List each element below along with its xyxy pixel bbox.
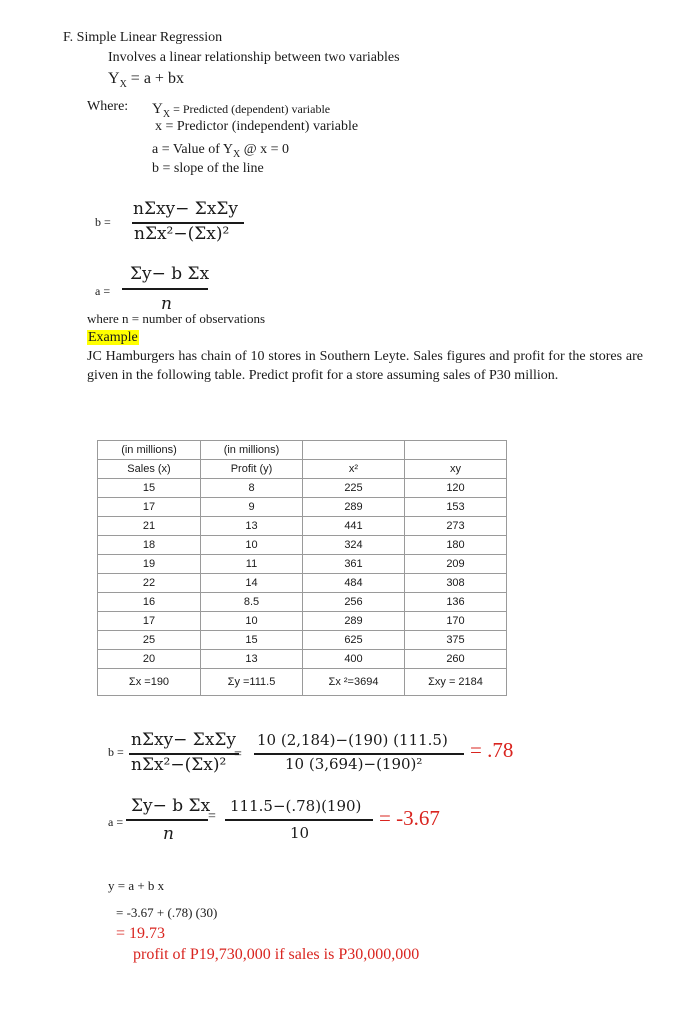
- header-cell: xy: [405, 460, 507, 479]
- def-y-symbol: Y: [152, 101, 163, 117]
- table-cell: 361: [303, 555, 405, 574]
- solution-a-numerator: Σy− b Σx: [131, 796, 211, 816]
- table-cell: 22: [98, 574, 201, 593]
- table-cell: 625: [303, 631, 405, 650]
- table-cell: 153: [405, 498, 507, 517]
- formula-a-fraction-bar: [122, 288, 208, 290]
- prediction-substitution: = -3.67 + (.78) (30): [116, 905, 218, 920]
- table-row: [98, 593, 507, 612]
- table-header-row-2: [98, 460, 507, 479]
- table-cell: 8: [201, 479, 303, 498]
- header-cell: x²: [303, 460, 405, 479]
- solution-a-result: = -3.67: [379, 806, 440, 830]
- table-cell: 25: [98, 631, 201, 650]
- solution-a-sub-numerator: 111.5−(.78)(190): [230, 797, 362, 815]
- table-cell: 15: [98, 479, 201, 498]
- table-cell: 17: [98, 612, 201, 631]
- sales-profit-table: [97, 440, 507, 696]
- table-cell: 13: [201, 650, 303, 669]
- where-label: Where:: [87, 99, 129, 114]
- header-cell: (in millions): [201, 441, 303, 460]
- table-cell: 484: [303, 574, 405, 593]
- table-header-row-1: [98, 441, 507, 460]
- header-cell: Profit (y): [201, 460, 303, 479]
- table-cell: 225: [303, 479, 405, 498]
- model-y: Y: [108, 70, 120, 87]
- solution-a-fraction-bar: [126, 819, 208, 821]
- formula-b-numerator: nΣxy− ΣxΣy: [133, 199, 239, 219]
- table-cell: 10: [201, 536, 303, 555]
- table-cell: 11: [201, 555, 303, 574]
- table-cell: 260: [405, 650, 507, 669]
- table-cell: 308: [405, 574, 507, 593]
- sum-y: Σy =111.5: [201, 669, 303, 696]
- formula-a-denominator: n: [161, 294, 172, 314]
- table-cell: 21: [98, 517, 201, 536]
- table-cell: 209: [405, 555, 507, 574]
- def-y-text: = Predicted (dependent) variable: [170, 102, 331, 116]
- table-row: [98, 555, 507, 574]
- header-cell: (in millions): [98, 441, 201, 460]
- table-cell: 400: [303, 650, 405, 669]
- header-cell: [405, 441, 507, 460]
- table-row: [98, 650, 507, 669]
- table-cell: 15: [201, 631, 303, 650]
- prediction-result: = 19.73: [116, 925, 166, 942]
- table-row: [98, 498, 507, 517]
- solution-b-numerator: nΣxy− ΣxΣy: [131, 730, 237, 750]
- formula-b-label: b =: [95, 215, 111, 229]
- table-cell: 120: [405, 479, 507, 498]
- table-cell: 273: [405, 517, 507, 536]
- table-row: [98, 631, 507, 650]
- table-cell: 16: [98, 593, 201, 612]
- sum-x-squared: Σx ²=3694: [303, 669, 405, 696]
- table-cell: 18: [98, 536, 201, 555]
- table-cell: 9: [201, 498, 303, 517]
- example-text: JC Hamburgers has chain of 10 stores in Southern Leyte. Sales figures and profit for the stores are given in the following table. Predict profit for a store assuming sales of P30 million.: [87, 349, 643, 383]
- solution-a-sub-fraction-bar: [225, 819, 373, 821]
- table-cell: 180: [405, 536, 507, 555]
- solution-a-label: a =: [108, 815, 124, 829]
- table-sum-row: [98, 669, 507, 696]
- solution-b-denominator: nΣx²−(Σx)²: [131, 755, 227, 775]
- solution-a-denominator: n: [163, 824, 174, 844]
- def-x: x = Predictor (independent) variable: [155, 119, 359, 134]
- table-cell: 14: [201, 574, 303, 593]
- table-cell: 289: [303, 612, 405, 631]
- def-y-sub: X: [162, 109, 171, 121]
- table-cell: 170: [405, 612, 507, 631]
- def-a: [152, 142, 289, 160]
- solution-b-equals: =: [234, 747, 242, 762]
- table-cell: 256: [303, 593, 405, 612]
- section-heading: F. Simple Linear Regression: [63, 30, 223, 45]
- solution-b-sub-numerator: 10 (2,184)−(190) (111.5): [257, 731, 448, 749]
- def-a-sub: X: [233, 148, 241, 160]
- table-row: [98, 612, 507, 631]
- model-equation: [108, 70, 184, 90]
- table-cell: 10: [201, 612, 303, 631]
- table-cell: 19: [98, 555, 201, 574]
- formula-b-denominator: nΣx²−(Σx)²: [134, 224, 230, 244]
- table-cell: 136: [405, 593, 507, 612]
- example-label: [87, 330, 139, 346]
- example-highlight: Example: [88, 330, 138, 345]
- def-b: b = slope of the line: [152, 161, 264, 176]
- table-row: [98, 479, 507, 498]
- table-cell: 289: [303, 498, 405, 517]
- solution-a-sub-denominator: 10: [290, 824, 310, 842]
- def-a-post: @ x = 0: [240, 142, 290, 157]
- table-cell: 17: [98, 498, 201, 517]
- def-a-pre: a = Value of Y: [152, 142, 233, 157]
- model-rhs: = a + bx: [126, 70, 184, 87]
- solution-b-label: b =: [108, 745, 124, 759]
- table-cell: 13: [201, 517, 303, 536]
- solution-b-result: = .78: [470, 738, 514, 762]
- table-row: [98, 574, 507, 593]
- table-row: [98, 536, 507, 555]
- table-cell: 20: [98, 650, 201, 669]
- solution-b-sub-denominator: 10 (3,694)−(190)²: [285, 755, 423, 773]
- table-cell: 8.5: [201, 593, 303, 612]
- formula-a-numerator: Σy− b Σx: [130, 264, 210, 284]
- table-row: [98, 517, 507, 536]
- prediction-conclusion: profit of P19,730,000 if sales is P30,000,000: [133, 946, 420, 963]
- sum-x: Σx =190: [98, 669, 201, 696]
- n-definition: where n = number of observations: [87, 311, 266, 326]
- model-sub: X: [119, 79, 127, 91]
- formula-a-label: a =: [95, 284, 111, 298]
- table-cell: 441: [303, 517, 405, 536]
- header-cell: Sales (x): [98, 460, 201, 479]
- sum-xy: Σxy = 2184: [405, 669, 507, 696]
- table-cell: 375: [405, 631, 507, 650]
- def-y: [152, 100, 330, 120]
- solution-a-equals: =: [208, 809, 216, 824]
- section-intro: Involves a linear relationship between two variables: [108, 50, 400, 65]
- prediction-equation: y = a + b x: [108, 878, 165, 893]
- table-cell: 324: [303, 536, 405, 555]
- header-cell: [303, 441, 405, 460]
